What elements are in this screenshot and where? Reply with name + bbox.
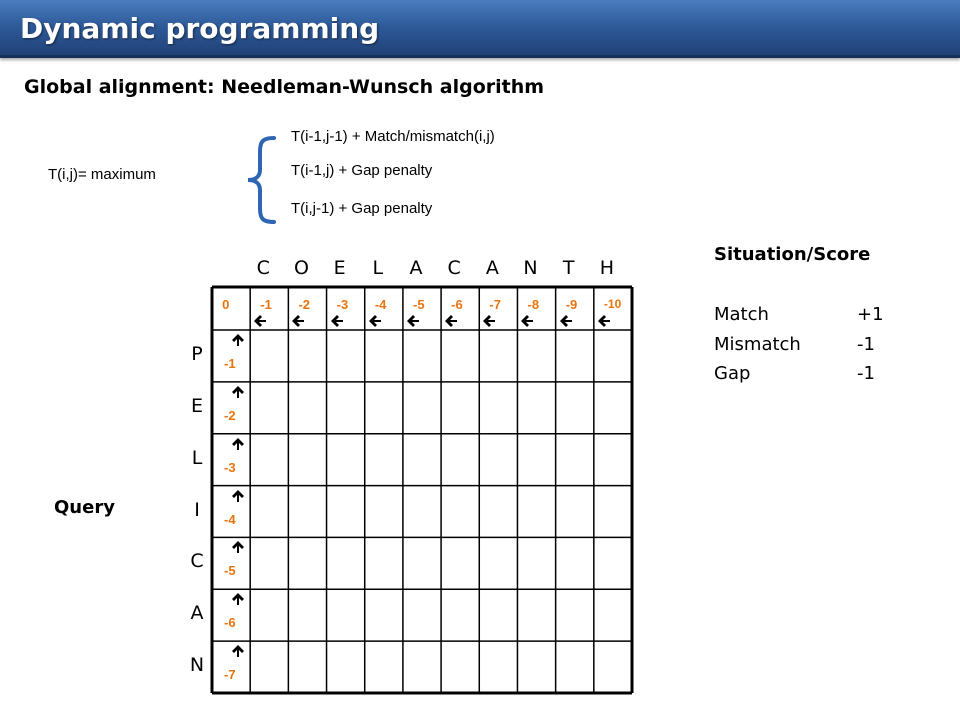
query-letter: E <box>190 394 203 417</box>
up-arrow-icon <box>231 592 245 606</box>
left-arrow-icon <box>406 314 420 328</box>
scoring-value: +1 <box>857 304 884 325</box>
formula-option-left: T(i,j-1) + Gap penalty <box>291 200 433 217</box>
query-letter: I <box>194 498 200 521</box>
matrix-cell-value: -4 <box>224 511 236 527</box>
left-arrow-icon <box>520 314 534 328</box>
subject-letter: O <box>293 257 309 279</box>
matrix-cell-value: -8 <box>527 297 540 312</box>
subject-letter: T <box>562 257 575 279</box>
up-arrow-icon <box>231 644 245 658</box>
matrix-cell-value: -5 <box>224 563 236 579</box>
left-arrow-icon <box>444 314 458 328</box>
matrix-cell-value: 0 <box>222 297 230 312</box>
scoring-value: -1 <box>857 363 875 384</box>
left-arrow-icon <box>291 314 305 328</box>
query-letter: P <box>191 342 203 365</box>
formula-lhs: T(i,j)= maximum <box>48 166 156 183</box>
subject-letter: C <box>256 257 270 279</box>
query-label: Query <box>54 497 115 518</box>
matrix-cell-value: -7 <box>224 667 236 683</box>
subject-letter: A <box>485 257 499 279</box>
up-arrow-icon <box>231 385 245 399</box>
matrix-cell-value: -10 <box>603 297 622 311</box>
query-letter: L <box>191 446 203 469</box>
scoring-title: Situation/Score <box>714 244 871 265</box>
slide-title: Dynamic programming <box>20 12 380 45</box>
scoring-label: Mismatch <box>714 334 801 355</box>
query-letter: C <box>190 550 204 573</box>
up-arrow-icon <box>231 437 245 451</box>
formula-option-up: T(i-1,j) + Gap penalty <box>291 162 433 179</box>
matrix-cell-value: -1 <box>260 297 272 312</box>
left-arrow-icon <box>368 314 382 328</box>
formula-option-diagonal: T(i-1,j-1) + Match/mismatch(i,j) <box>291 128 495 145</box>
matrix-cell-value: -2 <box>298 297 311 312</box>
subject-letter: N <box>523 257 538 279</box>
left-arrow-icon <box>597 314 611 328</box>
subject-letter: C <box>447 257 461 279</box>
scoring-label: Match <box>714 304 769 325</box>
matrix-cell-value: -9 <box>565 297 578 312</box>
query-letter: N <box>189 654 205 677</box>
subject-letter: E <box>333 257 346 279</box>
slide-subtitle: Global alignment: Needleman-Wunsch algorithm <box>24 76 545 98</box>
matrix-cell-value: -7 <box>489 297 501 312</box>
subject-letter: L <box>372 257 384 279</box>
matrix-cell-value: -6 <box>451 297 463 312</box>
matrix-cell-value: -6 <box>224 615 236 631</box>
subject-letter: H <box>599 257 615 279</box>
matrix-cell-value: -1 <box>224 355 236 371</box>
left-arrow-icon <box>330 314 344 328</box>
up-arrow-icon <box>231 489 245 503</box>
subject-letter: A <box>409 257 423 279</box>
matrix-cell-value: -3 <box>224 459 236 475</box>
matrix-cell-value: -4 <box>374 297 387 312</box>
matrix-cell-value: -2 <box>224 407 236 423</box>
scoring-value: -1 <box>857 334 875 355</box>
query-letter: A <box>190 602 204 625</box>
up-arrow-icon <box>231 333 245 347</box>
matrix-cell-value: -5 <box>413 297 425 312</box>
left-arrow-icon <box>559 314 573 328</box>
up-arrow-icon <box>231 540 245 554</box>
left-arrow-icon <box>482 314 496 328</box>
scoring-label: Gap <box>714 363 751 384</box>
left-arrow-icon <box>253 314 267 328</box>
matrix-cell-value: -3 <box>336 297 349 312</box>
